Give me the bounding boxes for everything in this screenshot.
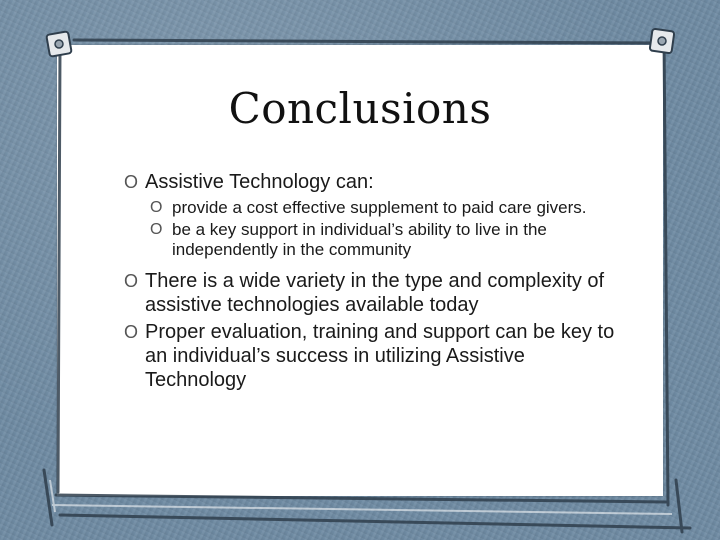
sub-bullet-marker-icon: O bbox=[150, 221, 163, 238]
sub-bullet-cost-effective bbox=[150, 198, 624, 218]
bullet-text: There is a wide variety in the type and complexity of assistive technologies available today bbox=[145, 270, 605, 316]
sub-bullet-key-support bbox=[150, 220, 624, 260]
bullet-marker-icon: O bbox=[124, 271, 139, 291]
bullet-assistive-technology bbox=[124, 170, 624, 194]
bullet-proper-evaluation bbox=[124, 320, 624, 392]
sub-bullet-text: be a key support in individual’s ability to live in the independently in the community bbox=[172, 220, 547, 259]
bullet-text: Proper evaluation, training and support can be key to an individual’s success in utilizing Assistive Technology bbox=[145, 321, 615, 391]
bullet-marker-icon: O bbox=[124, 322, 139, 342]
sub-bullet-marker-icon: O bbox=[150, 199, 163, 216]
bullet-text: Assistive Technology can: bbox=[145, 171, 374, 193]
sub-bullet-text: provide a cost effective supplement to paid care givers. bbox=[172, 198, 587, 217]
slide-content bbox=[124, 170, 624, 392]
bullet-marker-icon: O bbox=[124, 172, 139, 192]
slide-title: Conclusions bbox=[228, 84, 492, 133]
sub-bullet-list bbox=[150, 198, 624, 260]
bullet-wide-variety bbox=[124, 269, 624, 317]
